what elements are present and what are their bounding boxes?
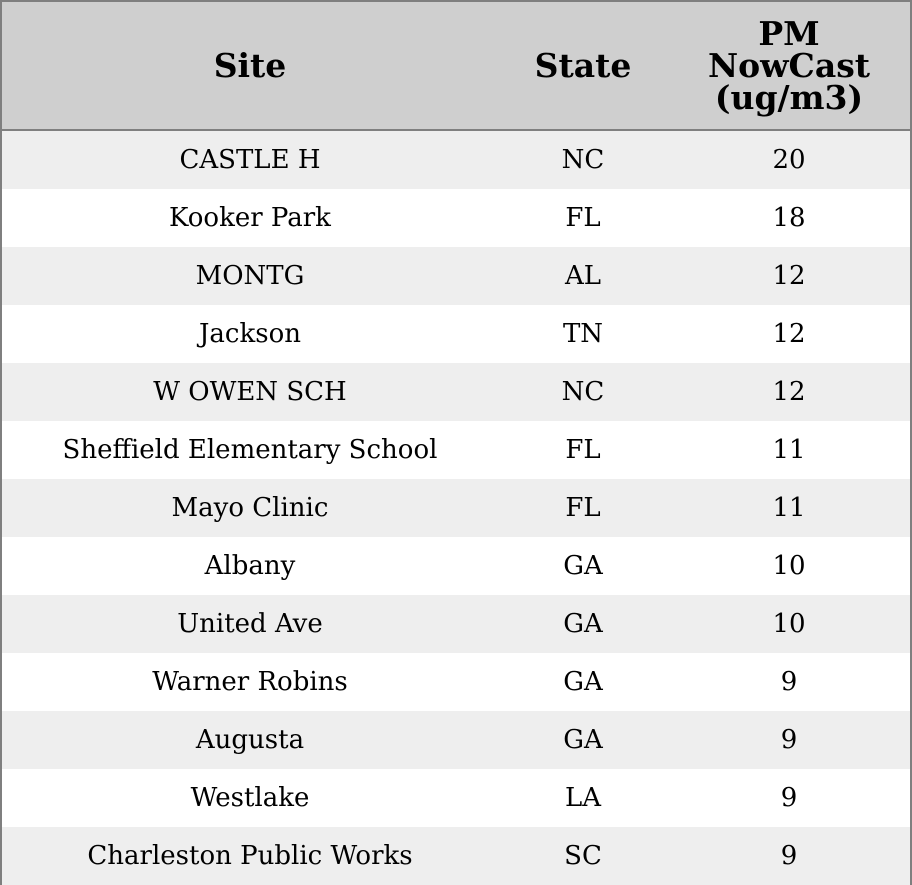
cell-site: Kooker Park [169,203,331,233]
cell-site: United Ave [177,609,323,639]
cell-pm-nowcast: 9 [780,841,798,871]
column-header-state [498,2,668,129]
cell-site: Albany [204,551,296,581]
cell-pm-nowcast: 9 [780,725,798,755]
cell-pm-nowcast: 20 [772,145,806,175]
cell-site: MONTG [195,261,305,291]
table-header-row [2,2,910,131]
cell-site: Westlake [190,783,310,813]
cell-state: FL [565,493,601,523]
table-row [2,595,910,653]
table-row [2,769,910,827]
table-row [2,131,910,189]
table-row [2,421,910,479]
cell-state: TN [562,319,604,349]
cell-site: Augusta [195,725,305,755]
table-row [2,363,910,421]
table-row [2,189,910,247]
cell-state: NC [561,377,605,407]
cell-pm-nowcast: 12 [772,319,806,349]
table-row [2,827,910,885]
cell-pm-nowcast: 12 [772,377,806,407]
cell-pm-nowcast: 11 [772,493,806,523]
table-row [2,711,910,769]
table-row [2,479,910,537]
cell-state: GA [563,725,603,755]
column-header-site-label: Site [213,45,287,85]
cell-pm-nowcast: 10 [772,551,806,581]
cell-state: NC [561,145,605,175]
table-row [2,653,910,711]
cell-state: AL [564,261,602,291]
cell-site: Charleston Public Works [87,841,413,871]
cell-state: FL [565,203,601,233]
cell-site: Sheffield Elementary School [62,435,438,465]
table-row [2,537,910,595]
cell-site: CASTLE H [179,145,321,175]
cell-pm-nowcast: 11 [772,435,806,465]
table-row [2,305,910,363]
column-header-state-label: State [534,45,632,85]
table-row [2,247,910,305]
cell-pm-nowcast: 9 [780,667,798,697]
cell-pm-nowcast: 18 [772,203,806,233]
cell-state: GA [563,551,603,581]
cell-pm-nowcast: 9 [780,783,798,813]
cell-pm-nowcast: 10 [772,609,806,639]
cell-state: GA [563,667,603,697]
cell-state: FL [565,435,601,465]
cell-site: Mayo Clinic [171,493,329,523]
cell-state: GA [563,609,603,639]
column-header-pm-nowcast [668,2,910,129]
cell-site: Warner Robins [152,667,348,697]
column-header-site [2,2,498,129]
column-header-pm-nowcast-label: PM NowCast (ug/m3) [707,13,871,117]
table-body [2,131,910,885]
cell-state: SC [564,841,602,871]
cell-site: Jackson [199,319,301,349]
cell-site: W OWEN SCH [153,377,347,407]
cell-pm-nowcast: 12 [772,261,806,291]
cell-state: LA [564,783,602,813]
